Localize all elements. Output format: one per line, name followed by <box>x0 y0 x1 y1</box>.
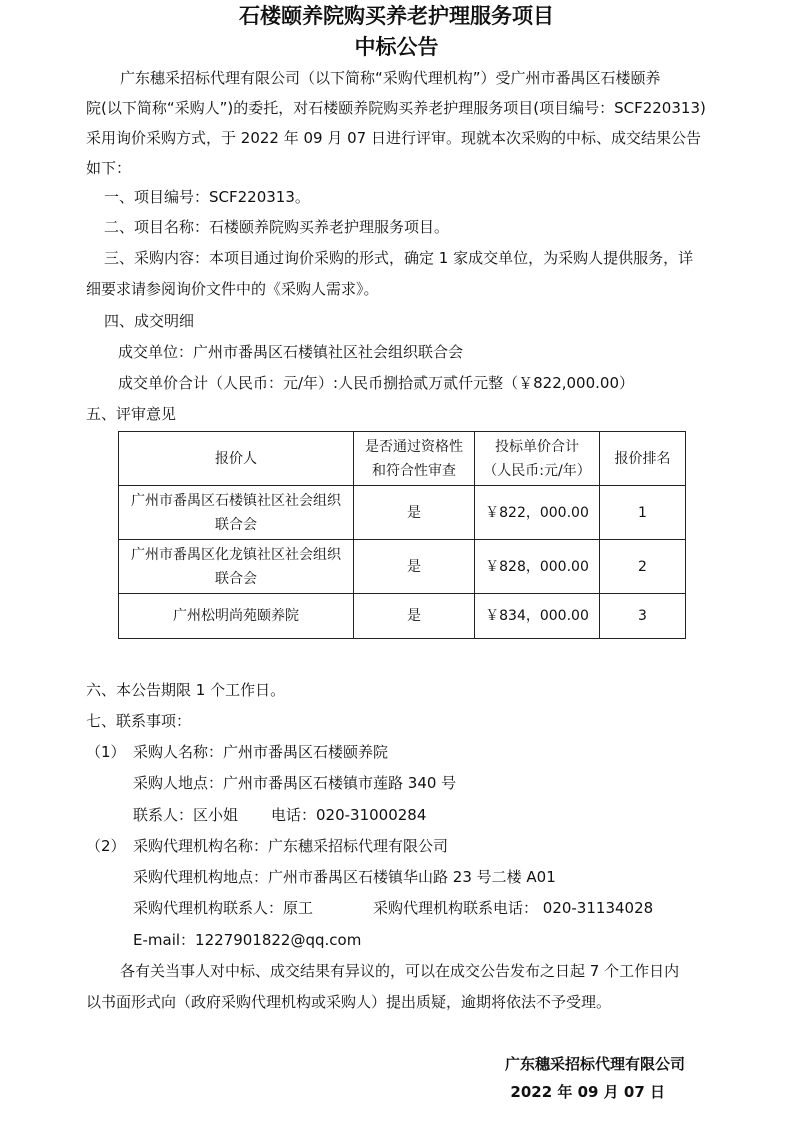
deal-price: 成交单价合计（人民币：元/年）:人民币捌拾贰万贰仟元整（￥822,000.00） <box>118 374 634 392</box>
purchaser-address: 采购人地点：广州市番禺区石楼镇市莲路 340 号 <box>133 774 457 792</box>
cell-rank: 3 <box>600 594 686 639</box>
purchaser-name: 采购人名称：广州市番禺区石楼颐养院 <box>133 743 389 761</box>
header-rank: 报价排名 <box>600 432 686 486</box>
signature-date: 2022 年 09 月 07 日 <box>510 1083 665 1101</box>
cell-qualified: 是 <box>354 540 475 594</box>
contact-heading: 七、联系事项： <box>86 712 192 730</box>
cell-rank: 1 <box>600 486 686 540</box>
item-project-name: 二、项目名称：石楼颐养院购买养老护理服务项目。 <box>104 218 450 236</box>
cell-qualified: 是 <box>354 486 475 540</box>
intro-line-1: 广东穗采招标代理有限公司（以下简称“采购代理机构”）受广州市番禺区石楼颐养 <box>120 69 661 87</box>
purchaser-contact-person: 联系人：区小姐 <box>133 806 239 824</box>
header-price: 投标单价合计 （人民币:元/年） <box>475 432 600 486</box>
announcement-period: 六、本公告期限 1 个工作日。 <box>86 681 286 699</box>
table-row <box>119 540 686 594</box>
table-row <box>119 486 686 540</box>
cell-bidder: 广州松明尚苑颐养院 <box>119 594 354 639</box>
cell-bidder: 广州市番禺区化龙镇社区社会组织 联合会 <box>119 540 354 594</box>
agency-name: 采购代理机构名称：广东穗采招标代理有限公司 <box>133 837 449 855</box>
title-line-1: 石楼颐养院购买养老护理服务项目 <box>239 4 554 28</box>
header-bidder: 报价人 <box>119 432 354 486</box>
closing-line-2: 以书面形式向（政府采购代理机构或采购人）提出质疑，逾期将依法不予受理。 <box>86 993 612 1011</box>
title-line-2: 中标公告 <box>354 35 439 59</box>
agency-email: E-mail：1227901822@qq.com <box>133 931 362 949</box>
cell-bidder: 广州市番禺区石楼镇社区社会组织 联合会 <box>119 486 354 540</box>
purchaser-number: （1） <box>86 743 126 761</box>
agency-phone: 采购代理机构联系电话： 020-31134028 <box>373 899 654 917</box>
item-content-line-2: 细要求请参阅询价文件中的《采购人需求》。 <box>86 280 379 298</box>
deal-unit: 成交单位：广州市番禺区石楼镇社区社会组织联合会 <box>118 343 464 361</box>
cell-price: ￥834，000.00 <box>475 594 600 639</box>
cell-price: ￥822，000.00 <box>475 486 600 540</box>
intro-line-2: 院(以下简称“采购人”)的委托，对石楼颐养院购买养老护理服务项目(项目编号：SCF220313) <box>86 99 706 117</box>
agency-contact-person: 采购代理机构联系人：原工 <box>133 899 314 917</box>
cell-rank: 2 <box>600 540 686 594</box>
evaluation-table <box>118 431 686 639</box>
item-evaluation: 五、评审意见 <box>86 405 177 423</box>
intro-line-4: 如下： <box>86 159 132 177</box>
signature-company: 广东穗采招标代理有限公司 <box>504 1055 685 1073</box>
table-row <box>119 594 686 639</box>
cell-qualified: 是 <box>354 594 475 639</box>
item-content-line-1: 三、采购内容：本项目通过询价采购的形式，确定 1 家成交单位，为采购人提供服务，详 <box>104 249 694 267</box>
agency-address: 采购代理机构地点：广州市番禺区石楼镇华山路 23 号二楼 A01 <box>133 868 556 886</box>
intro-line-3: 采用询价采购方式，于 2022 年 09 月 07 日进行评审。现就本次采购的中标、成交结果公告 <box>86 129 701 147</box>
agency-number: （2） <box>86 837 126 855</box>
item-project-number: 一、项目编号：SCF220313。 <box>104 188 310 206</box>
table-header-row <box>119 432 686 486</box>
item-deal-details: 四、成交明细 <box>104 312 195 330</box>
cell-price: ￥828，000.00 <box>475 540 600 594</box>
header-qualified: 是否通过资格性 和符合性审查 <box>354 432 475 486</box>
closing-line-1: 各有关当事人对中标、成交结果有异议的，可以在成交公告发布之日起 7 个工作日内 <box>120 962 680 980</box>
purchaser-phone: 电话：020-31000284 <box>271 806 427 824</box>
